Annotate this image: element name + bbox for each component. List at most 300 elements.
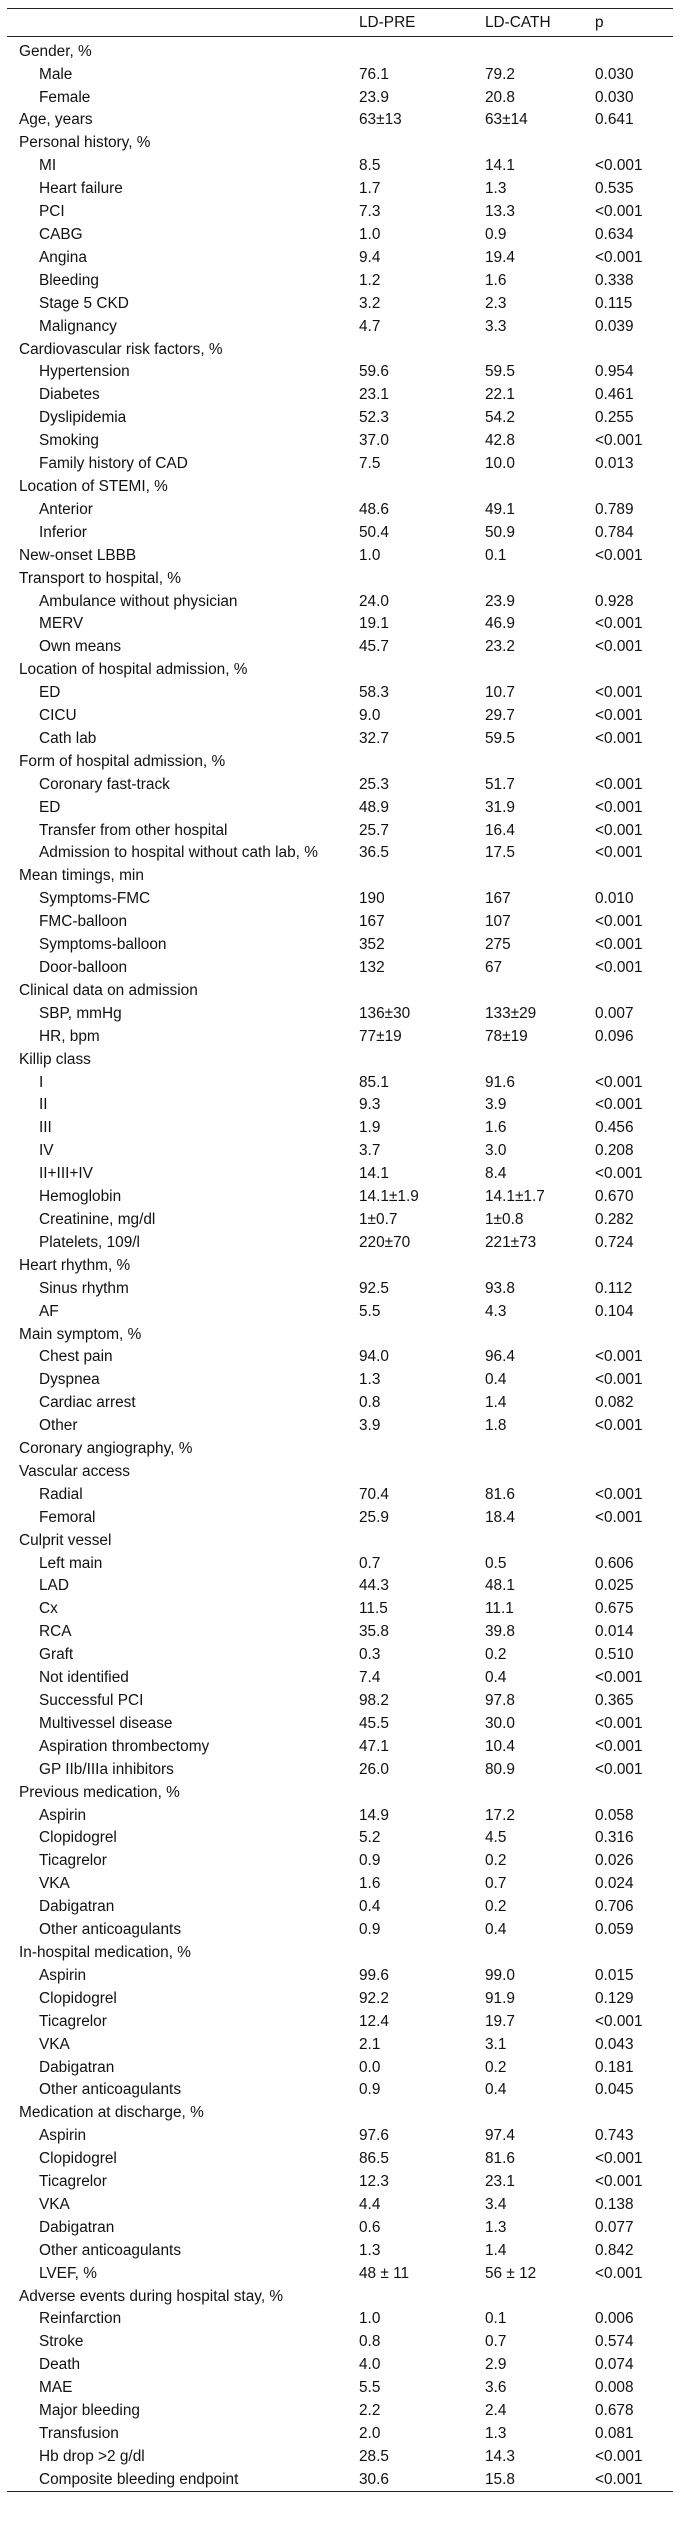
value-ld-pre [347,2285,473,2308]
row-label: Radial [39,1485,83,1503]
value-p: 0.008 [595,2379,634,2397]
value-ld-pre: 9.3 [359,1096,381,1114]
value-ld-pre: 2.2 [359,2402,381,2420]
row-label: Coronary angiography, % [19,1440,193,1458]
row-label: Admission to hospital without cath lab, % [39,844,318,862]
table-row [7,2445,673,2468]
value-ld-cath: 91.6 [485,1073,515,1091]
value-p: 0.510 [595,1646,634,1664]
value-ld-pre: 136±30 [359,1004,411,1022]
row-label: Vascular access [19,1462,130,1480]
value-ld-pre: 45.7 [359,638,389,656]
value-p: 0.842 [595,2241,634,2259]
value-ld-cath: 2.4 [485,2402,507,2420]
table-row [7,2422,673,2445]
row-label: AF [39,1302,59,1320]
value-p [583,1941,673,1964]
row-label: Gender, % [19,42,92,60]
row-label: IV [39,1142,54,1160]
value-ld-cath: 1±0.8 [485,1210,524,1228]
value-ld-pre [347,1437,473,1460]
table-row [7,498,673,521]
table-row [7,269,673,292]
value-p: <0.001 [595,729,643,747]
row-label: Dyspnea [39,1371,100,1389]
value-ld-pre: 1.0 [359,546,381,564]
value-ld-cath: 0.2 [485,1898,507,1916]
value-ld-cath: 0.4 [485,1921,507,1939]
row-label: Hemoglobin [39,1188,122,1206]
value-ld-pre: 14.9 [359,1806,389,1824]
row-label: Hb drop >2 g/dl [39,2447,145,2465]
value-ld-pre: 1.0 [359,2310,381,2328]
row-label: Inferior [39,523,87,541]
value-ld-pre: 220±70 [359,1233,411,1251]
row-label: Ticagrelor [39,2012,107,2030]
value-ld-cath: 1.3 [485,2425,507,2442]
section-row [7,865,673,888]
table-row [7,1231,673,1254]
value-ld-pre: 4.0 [359,2356,381,2374]
row-label: Left main [39,1554,103,1572]
value-p: 0.026 [595,1852,634,1870]
row-label: Family history of CAD [39,455,188,473]
row-label: Femoral [39,1508,96,1526]
value-ld-cath: 107 [485,913,511,931]
value-ld-cath: 2.3 [485,294,507,312]
table-row [7,2079,673,2102]
value-p: 0.181 [595,2058,634,2076]
value-p [583,1437,673,1460]
value-p: 0.574 [595,2333,634,2351]
value-ld-cath [473,658,583,681]
value-ld-cath: 78±19 [485,1027,528,1045]
value-ld-pre: 37.0 [359,432,389,450]
value-p: 0.096 [595,1027,634,1045]
value-ld-pre: 9.4 [359,248,381,266]
value-ld-pre: 9.0 [359,707,381,725]
value-ld-pre: 76.1 [359,65,389,83]
value-ld-cath: 14.3 [485,2447,515,2465]
value-ld-pre: 92.5 [359,1279,389,1297]
value-ld-cath: 1.3 [485,2218,507,2236]
header-row [7,9,673,37]
value-ld-pre: 63±13 [359,111,402,129]
table-row [7,1712,673,1735]
section-row [7,567,673,590]
value-p: 0.030 [595,88,634,106]
table-row [7,910,673,933]
value-ld-pre: 44.3 [359,1577,389,1595]
value-ld-pre: 48.6 [359,500,389,518]
row-label: VKA [39,2035,70,2053]
row-label: SBP, mmHg [39,1004,122,1022]
row-label: Successful PCI [39,1692,144,1709]
value-ld-cath: 1.4 [485,1394,507,1412]
table-row [7,1277,673,1300]
row-label: Dabigatran [39,1898,115,1916]
value-ld-cath: 0.4 [485,1371,507,1389]
row-label: New-onset LBBB [19,546,137,564]
row-label: In-hospital medication, % [19,1943,191,1961]
value-ld-cath: 19.4 [485,248,515,266]
value-p: 0.784 [595,523,634,541]
value-p: <0.001 [595,432,643,450]
value-p: <0.001 [595,546,643,564]
table-header [7,9,673,37]
table-row [7,521,673,544]
value-ld-pre: 11.5 [359,1600,388,1618]
table-row [7,773,673,796]
value-ld-cath: 0.2 [485,1646,507,1664]
table-row [7,2056,673,2079]
row-label: PCI [39,203,65,221]
value-ld-cath: 29.7 [485,707,515,725]
row-label: HR, bpm [39,1027,100,1045]
value-ld-pre: 1.3 [359,2241,381,2259]
value-ld-pre: 24.0 [359,592,389,610]
table-row [7,1185,673,1208]
value-ld-pre: 7.4 [359,1669,381,1687]
value-ld-cath: 97.4 [485,2127,515,2145]
table-row [7,956,673,979]
value-ld-cath: 4.5 [485,1829,507,1847]
value-ld-cath: 3.9 [485,1096,507,1114]
value-p: 0.461 [595,386,634,404]
table-row [7,2331,673,2354]
row-label: Hypertension [39,363,130,381]
value-ld-pre: 190 [359,890,385,908]
value-ld-cath: 0.1 [485,546,507,564]
value-ld-cath: 0.9 [485,226,507,243]
value-p: 0.030 [595,65,634,83]
table-row [7,1598,673,1621]
value-p: <0.001 [595,157,643,175]
value-ld-cath: 10.7 [485,684,515,702]
value-p: 0.081 [595,2425,634,2442]
value-p: 0.282 [595,1210,634,1228]
table-row [7,429,673,452]
value-p: 0.112 [595,1279,633,1297]
value-p: 0.058 [595,1806,634,1824]
value-ld-pre: 4.7 [359,317,381,335]
value-ld-cath: 81.6 [485,2150,515,2168]
value-ld-cath: 51.7 [485,775,515,793]
value-p [583,338,673,361]
value-ld-cath: 3.0 [485,1142,507,1160]
value-p: <0.001 [595,1714,643,1732]
value-p: 0.675 [595,1600,634,1618]
value-ld-pre: 0.9 [359,1921,381,1939]
value-p: 0.138 [595,2195,634,2213]
value-p [583,1048,673,1071]
value-ld-cath: 14.1 [485,157,515,175]
value-p: 0.535 [595,180,634,198]
table-row [7,361,673,384]
value-ld-cath [473,865,583,888]
value-ld-cath: 23.2 [485,638,515,656]
row-label: Ambulance without physician [39,592,238,610]
value-p: <0.001 [595,1348,643,1366]
table-row [7,1391,673,1414]
value-p: <0.001 [595,936,643,954]
row-label: Major bleeding [39,2402,140,2420]
value-ld-cath: 17.2 [485,1806,515,1824]
value-ld-cath: 23.9 [485,592,515,610]
value-p [583,865,673,888]
value-ld-cath: 80.9 [485,1760,515,1778]
section-row [7,1323,673,1346]
row-label: Other [39,1417,78,1435]
value-ld-pre: 0.3 [359,1646,381,1664]
value-ld-cath: 1.4 [485,2241,507,2259]
value-ld-pre: 8.5 [359,157,381,175]
row-label: Heart failure [39,180,123,198]
section-row [7,132,673,155]
value-ld-pre: 3.9 [359,1417,381,1435]
value-ld-pre: 2.0 [359,2425,381,2442]
table-row [7,1506,673,1529]
section-row [7,750,673,773]
value-ld-cath [473,567,583,590]
value-ld-pre: 50.4 [359,523,389,541]
value-ld-pre: 1.6 [359,1875,381,1893]
value-p: <0.001 [595,1485,643,1503]
value-ld-cath [473,1941,583,1964]
value-ld-pre: 97.6 [359,2127,389,2145]
value-ld-cath: 275 [485,936,511,954]
value-ld-cath: 3.6 [485,2379,507,2397]
value-p: 0.043 [595,2035,634,2053]
value-p: <0.001 [595,2150,643,2168]
value-ld-pre: 12.3 [359,2173,389,2191]
row-label: Creatinine, mg/dl [39,1210,156,1228]
row-label: Sinus rhythm [39,1279,129,1297]
value-p: 0.316 [595,1829,634,1847]
value-p: 0.789 [595,500,634,518]
value-p [583,2102,673,2125]
table-row [7,2354,673,2377]
value-p: <0.001 [595,638,643,656]
value-ld-pre [347,1529,473,1552]
value-p: 0.706 [595,1898,634,1916]
value-p: <0.001 [595,844,643,862]
value-ld-cath: 39.8 [485,1623,515,1641]
table-row [7,1827,673,1850]
table-row [7,1575,673,1598]
value-ld-pre: 12.4 [359,2012,389,2030]
value-ld-cath: 19.7 [485,2012,515,2030]
section-row [7,109,673,132]
value-p [583,1460,673,1483]
row-label: Aspirin [39,1966,87,1984]
value-p: 0.024 [595,1875,634,1893]
table-row [7,704,673,727]
table-row [7,1987,673,2010]
value-p: <0.001 [595,2012,643,2030]
table-row [7,1369,673,1392]
row-label: Transport to hospital, % [19,569,181,587]
table-row [7,796,673,819]
row-label: Clopidogrel [39,1829,117,1847]
value-ld-cath: 22.1 [485,386,515,404]
value-p [583,1323,673,1346]
value-ld-cath: 1.6 [485,271,507,289]
value-ld-pre: 0.7 [359,1554,381,1572]
value-ld-cath: 81.6 [485,1485,515,1503]
value-ld-cath: 3.3 [485,317,507,335]
row-label: Cx [39,1600,58,1618]
value-ld-cath: 59.5 [485,729,515,747]
value-p: 0.670 [595,1188,634,1206]
value-ld-cath: 59.5 [485,363,515,381]
value-ld-cath [473,1254,583,1277]
value-ld-pre: 48 ± 11 [359,2264,410,2282]
data-table-container [7,8,673,2492]
row-label: Cardiac arrest [39,1394,136,1412]
value-ld-pre: 58.3 [359,684,389,702]
value-p [583,1781,673,1804]
table-row [7,1850,673,1873]
row-label: Bleeding [39,271,99,289]
value-p: 0.724 [595,1233,634,1251]
value-ld-pre: 99.6 [359,1966,389,1984]
row-label: Other anticoagulants [39,2081,182,2099]
section-row [7,1781,673,1804]
value-p [583,2285,673,2308]
value-ld-cath [473,475,583,498]
table-row [7,155,673,178]
value-p: <0.001 [595,1165,643,1183]
value-ld-cath: 31.9 [485,798,515,816]
value-ld-pre: 48.9 [359,798,389,816]
value-ld-pre: 167 [359,913,385,931]
value-ld-cath: 11.1 [485,1600,514,1618]
row-label: Graft [39,1646,74,1664]
table-row [7,1735,673,1758]
value-ld-cath [473,1323,583,1346]
value-ld-pre: 1±0.7 [359,1210,398,1228]
value-ld-cath: 2.9 [485,2356,507,2374]
table-row [7,681,673,704]
row-label: Aspirin [39,2127,87,2145]
table-row [7,1094,673,1117]
table-row [7,1483,673,1506]
row-label: Killip class [19,1050,91,1068]
row-label: Composite bleeding endpoint [7,2468,347,2491]
table-row [7,1873,673,1896]
value-ld-pre: 25.7 [359,821,389,839]
value-p: 0.082 [595,1394,634,1412]
table-row [7,384,673,407]
value-ld-cath: 17.5 [485,844,515,862]
section-row [7,2102,673,2125]
value-p [583,979,673,1002]
value-ld-pre: 28.5 [359,2447,389,2465]
value-ld-pre: 26.0 [359,1760,389,1778]
row-label: Age, years [19,111,93,129]
table-row [7,842,673,865]
value-ld-cath: 0.7 [485,2333,507,2351]
row-label: Ticagrelor [39,1852,107,1870]
value-ld-cath: 10.0 [485,455,515,473]
row-label: Diabetes [39,386,100,404]
value-p [583,37,673,63]
value-ld-cath: 133±29 [485,1004,537,1022]
value-ld-pre [347,2102,473,2125]
value-p: 0.045 [595,2081,634,2099]
value-p: <0.001 [595,2447,643,2465]
value-ld-cath: 23.1 [485,2173,515,2191]
value-ld-cath: 0.7 [485,1875,507,1893]
row-label: ED [39,684,61,702]
header-variable [7,9,347,37]
row-label: Form of hospital admission, % [19,752,226,770]
value-p: <0.001 [595,707,643,725]
row-label: Aspirin [39,1806,87,1824]
value-ld-cath: 56 ± 12 [485,2264,537,2282]
row-label: FMC-balloon [39,913,128,931]
value-ld-pre: 0.8 [359,1394,381,1412]
value-p: 0.634 [595,226,634,243]
section-row [7,979,673,1002]
value-ld-pre [347,338,473,361]
table-row [7,2033,673,2056]
table-row [7,63,673,86]
value-p: <0.001 [583,2468,673,2491]
value-p: <0.001 [595,203,643,221]
value-ld-pre: 45.5 [359,1714,389,1732]
data-table [7,8,673,2492]
value-ld-pre [347,1941,473,1964]
value-p: <0.001 [595,798,643,816]
row-label: Main symptom, % [19,1325,142,1343]
value-ld-cath [473,338,583,361]
row-label: CICU [39,707,77,725]
value-ld-pre: 5.5 [359,2379,381,2397]
value-ld-cath [473,979,583,1002]
value-ld-pre: 19.1 [359,615,389,633]
value-p: <0.001 [595,248,643,266]
row-label: Other anticoagulants [39,1921,182,1939]
table-row [7,2216,673,2239]
value-ld-pre: 36.5 [359,844,389,862]
value-ld-pre [347,750,473,773]
value-p: <0.001 [595,1417,643,1435]
value-ld-pre: 0.9 [359,1852,381,1870]
value-ld-pre: 2.1 [359,2035,381,2053]
value-ld-cath [473,1437,583,1460]
value-p [583,132,673,155]
table-row [7,2308,673,2331]
row-label: Clinical data on admission [19,981,198,999]
row-label: Coronary fast-track [39,775,170,793]
value-ld-pre: 14.1±1.9 [359,1188,419,1206]
value-ld-cath: 16.4 [485,821,515,839]
table-row [7,1643,673,1666]
value-ld-pre [347,1781,473,1804]
value-ld-cath [473,2285,583,2308]
value-ld-pre: 35.8 [359,1623,389,1641]
table-row [7,2010,673,2033]
value-ld-pre: 7.3 [359,203,381,221]
section-row [7,1460,673,1483]
section-row [7,1254,673,1277]
value-p: <0.001 [595,615,643,633]
row-label: VKA [39,2195,70,2213]
table-row [7,1140,673,1163]
value-p: <0.001 [595,1096,643,1114]
